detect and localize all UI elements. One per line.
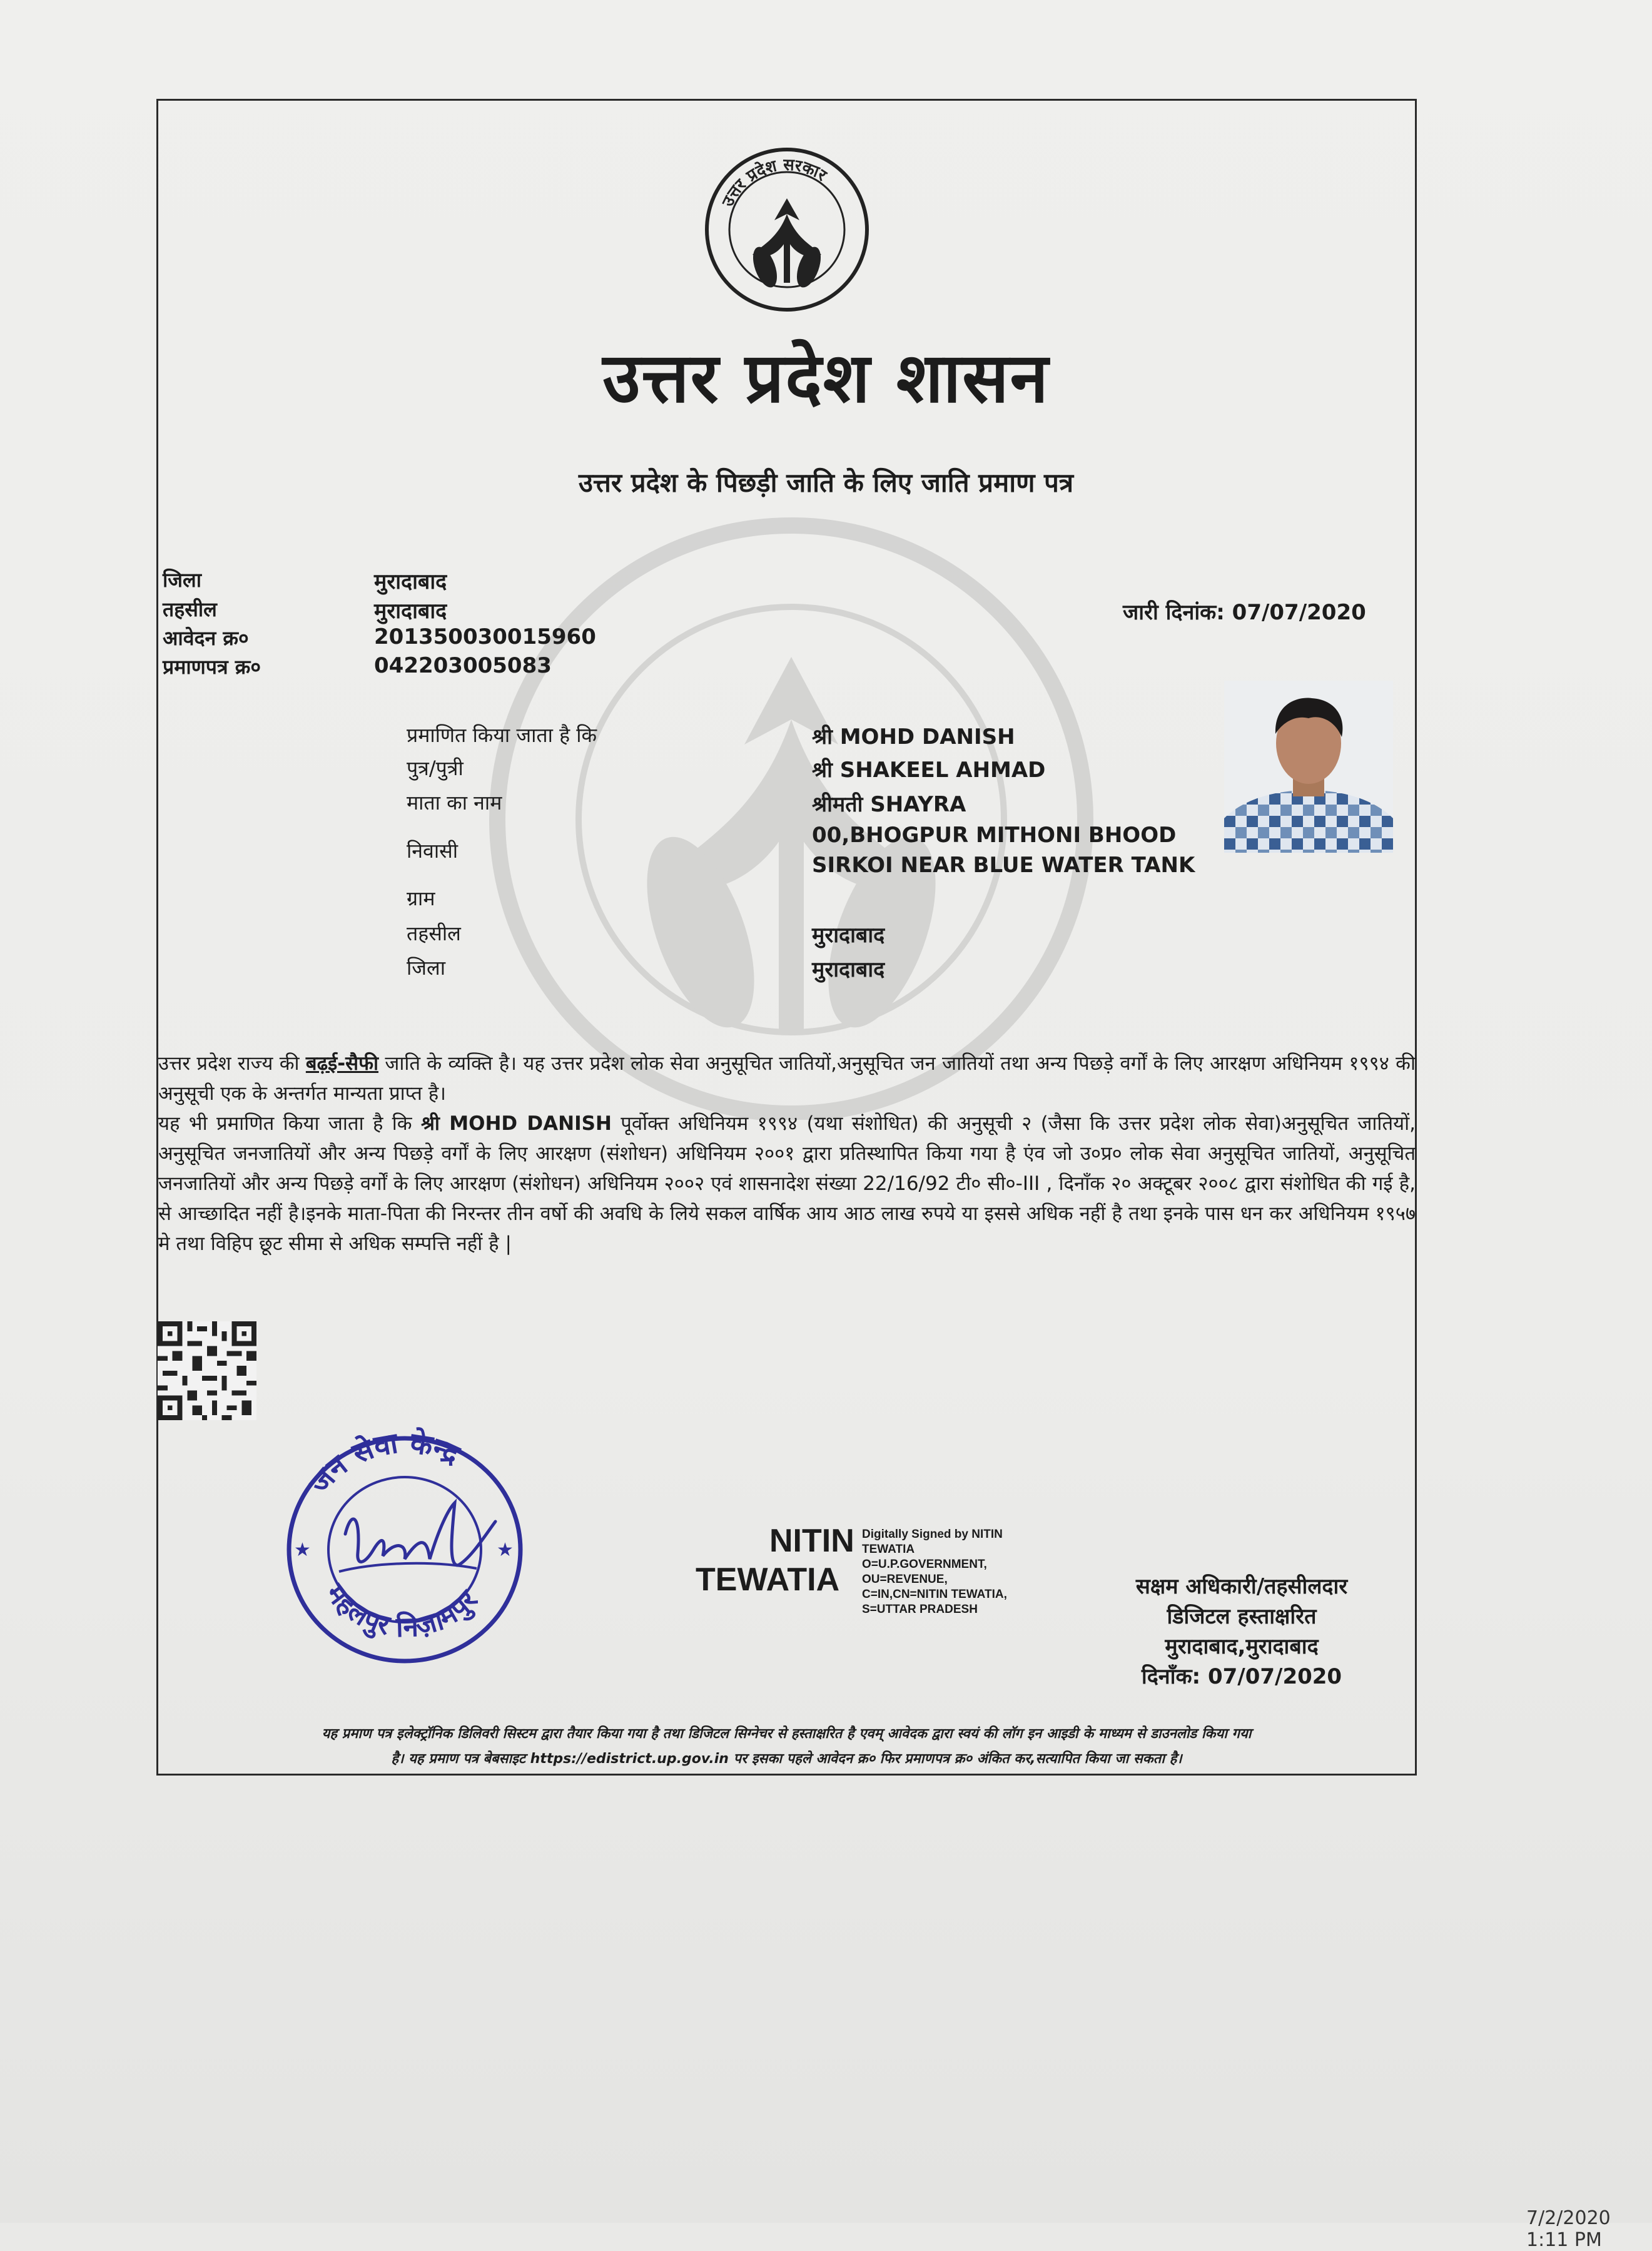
- district-value: मुरादाबाद: [374, 569, 447, 594]
- district-label: जिला: [163, 568, 202, 592]
- certificate-number: 042203005083: [374, 653, 552, 678]
- detail-label-village: ग्राम: [407, 887, 435, 910]
- qr-code: [156, 1321, 258, 1420]
- certificate-number-label: प्रमाणपत्र क्र०: [163, 655, 261, 679]
- body-p1-end: जाति के व्यक्ति है। यह उत्तर प्रदेश लोक सेवा अनुसूचित जातियों,अनुसूचित जन जातियों तथा अन्य पिछड़े वर्गों के लिए आरक्षण अधिनियम १९९४ की अनुसूची एक के अन्तर्गत मान्यता प्राप्त है।: [158, 1052, 1416, 1105]
- body-p1-start: उत्तर प्रदेश राज्य की: [158, 1052, 306, 1075]
- detail-label-district: जिला: [407, 956, 446, 980]
- dsig-line: O=U.P.GOVERNMENT,: [862, 1558, 987, 1571]
- caste-name: बढ़ई-सैफी: [305, 1052, 379, 1075]
- detail-label-son-of: पुत्र/पुत्री: [407, 756, 464, 780]
- digital-signature-details: [862, 1527, 1007, 1617]
- dsig-line: Digitally Signed by NITIN: [862, 1528, 1003, 1541]
- up-government-emblem: [702, 145, 871, 314]
- body-paragraph-1: [158, 1049, 1416, 1109]
- detail-district-value: मुरादाबाद: [812, 957, 885, 982]
- dsig-line: TEWATIA: [862, 1543, 915, 1556]
- body-paragraph-2: [158, 1109, 1416, 1259]
- authority-block: [1110, 1572, 1373, 1692]
- page-title: उत्तर प्रदेश शासन: [602, 337, 1050, 418]
- svg-text:महलपुर निज़ामपुर: [319, 1578, 485, 1644]
- svg-text:जन सेवा केन्द्र: [302, 1425, 466, 1500]
- applicant-photo: [1224, 681, 1393, 853]
- authority-location: मुरादाबाद,मुरादाबाद: [1165, 1634, 1319, 1659]
- signer-name: [696, 1522, 854, 1599]
- detail-label-certify: प्रमाणित किया जाता है कि: [407, 723, 597, 747]
- authority-title: सक्षम अधिकारी/तहसीलदार: [1135, 1574, 1348, 1599]
- svg-text:उत्तर प्रदेश सरकार: [718, 156, 830, 210]
- stamp-star-right: ★: [497, 1539, 514, 1561]
- dsig-line: C=IN,CN=NITIN TEWATIA,: [862, 1588, 1007, 1601]
- detail-tehsil-value: मुरादाबाद: [812, 923, 885, 948]
- address-line1: 00,BHOGPUR MITHONI BHOOD: [812, 823, 1177, 848]
- application-label: आवेदन क्र०: [163, 626, 249, 650]
- watermark-emblem: [432, 494, 1151, 1120]
- signer-last-name: TEWATIA: [696, 1562, 840, 1598]
- certificate-body: [158, 1049, 1416, 1259]
- signer-first-name: NITIN: [769, 1523, 854, 1559]
- address-line2: SIRKOI NEAR BLUE WATER TANK: [812, 853, 1195, 878]
- father-name: श्री SHAKEEL AHMAD: [812, 758, 1046, 783]
- jan-seva-kendra-stamp: [270, 1415, 552, 1678]
- certificate-subtitle: उत्तर प्रदेश के पिछड़ी जाति के लिए जाति प्रमाण पत्र: [578, 467, 1074, 498]
- print-timestamp: 7/2/2020 1:11 PM: [1526, 2207, 1611, 2251]
- stamp-top-text: जन सेवा केन्द्र: [302, 1425, 465, 1500]
- emblem-caption: उत्तर प्रदेश सरकार: [718, 155, 830, 210]
- tehsil-value: मुरादाबाद: [374, 599, 447, 624]
- stamp-star-left: ★: [294, 1539, 311, 1561]
- footer-line-1: यह प्रमाण पत्र इलेक्ट्रॉनिक डिलिवरी सिस्टम द्वारा तैयार किया गया है तथा डिजिटल सिग्नेचर से हस्ताक्षरित है एवम् आवेदक द्वारा स्वयं की लॉग इन आइडी के माध्यम से डाउनलोड किया गया: [322, 1726, 1252, 1742]
- detail-label-mother: माता का नाम: [407, 791, 502, 815]
- detail-label-tehsil: तहसील: [407, 922, 461, 945]
- mother-name: श्रीमती SHAYRA: [812, 792, 966, 817]
- dsig-line: S=UTTAR PRADESH: [862, 1603, 978, 1616]
- issue-date: जारी दिनांक: 07/07/2020: [1123, 600, 1366, 625]
- body-p2-start: यह भी प्रमाणित किया जाता है कि: [158, 1112, 421, 1135]
- dsig-line: OU=REVENUE,: [862, 1573, 948, 1586]
- stamp-bottom-text: महलपुर निज़ामपुर: [319, 1578, 484, 1644]
- footer-line-2: है। यह प्रमाण पत्र बेबसाइट https://edistrict.up.gov.in पर इसका पहले आवेदन क्र० फिर प्रमाणपत्र क्र० अंकित कर,सत्यापित किया जा सकता है।: [391, 1751, 1182, 1767]
- authority-date: दिनाँक: 07/07/2020: [1141, 1664, 1342, 1689]
- body-p2-end: पूर्वोक्त अधिनियम १९९४ (यथा संशोधित) की अनुसूची २ (जैसा कि उत्तर प्रदेश लोक सेवा)अनुसूचित जातियों, अनुसूचित जनजातियों और अन्य पिछड़े वर्गों के लिए आरक्षण (संशोधन) अधिनियम २००१ द्वारा प्रतिस्थापित किया गया है एंव जो उ०प्र० लोक सेवा अनुसूचित जातियों, अनुसूचित जनजातियों और अन्य पिछड़े वर्गों के लिए आरक्षण (संशोधन) अधिनियम २००२ एवं शासनादेश संख्या 22/16/92 टी० सी०-III , दिनाँक २० अक्टूबर २००८ द्वारा संशोधित की गई है, से आच्छादित नहीं है।इनके माता-पिता की निरन्तर तीन वर्षो की अवधि के लिये सकल वार्षिक आय आठ लाख रुपये या इससे अधिक नहीं है तथा इनके पास धन कर अधिनियम १९५७ मे तथा विहिप छूट सीमा से अधिक सम्पत्ति नहीं है |: [158, 1112, 1416, 1255]
- applicant-name: श्री MOHD DANISH: [812, 724, 1015, 749]
- certificate-footer: [156, 1722, 1417, 1772]
- application-number: 201350030015960: [374, 624, 596, 649]
- detail-label-resident: निवासी: [407, 839, 459, 863]
- body-applicant-name: श्री MOHD DANISH: [420, 1112, 612, 1135]
- tehsil-label: तहसील: [163, 597, 217, 621]
- authority-digital: डिजिटल हस्ताक्षरित: [1167, 1604, 1317, 1629]
